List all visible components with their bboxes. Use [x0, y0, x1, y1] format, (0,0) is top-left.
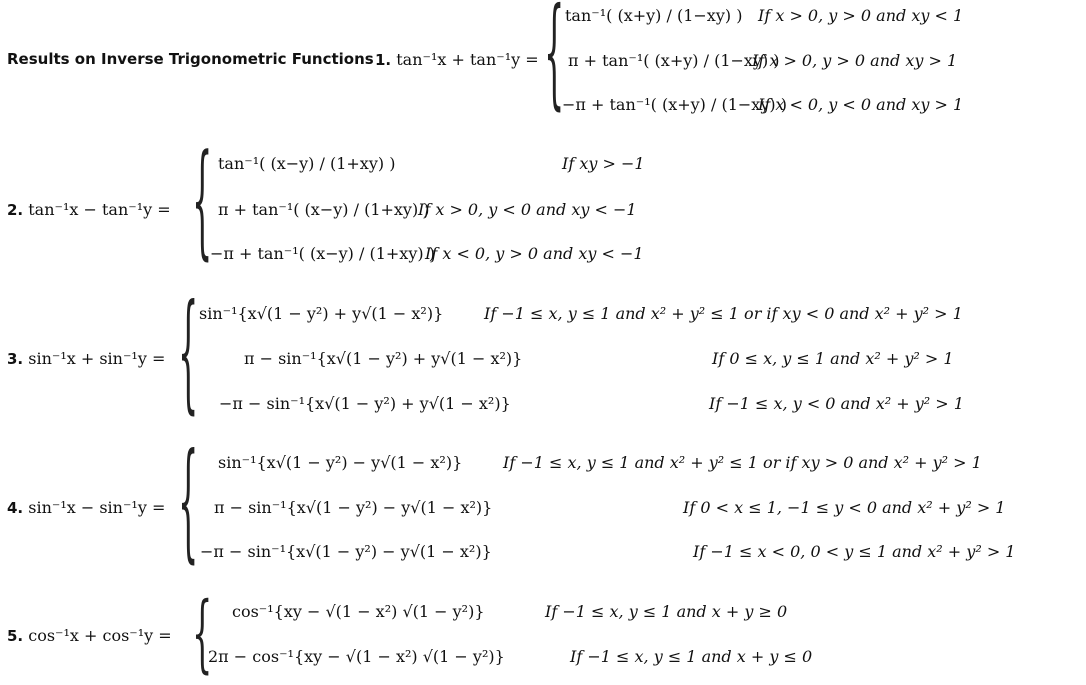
- formula-1-lhs-text: tan⁻¹x + tan⁻¹y =: [396, 50, 539, 69]
- formula-3-brace: {: [178, 280, 199, 428]
- formula-4-case-2-expr: π − sin⁻¹{x√(1 − y²) − y√(1 − x²)}: [214, 498, 493, 517]
- formula-1-case-2-cond: If x > 0, y > 0 and xy > 1: [752, 51, 958, 70]
- formula-3-case-1-expr: sin⁻¹{x√(1 − y²) + y√(1 − x²)}: [199, 304, 444, 323]
- page-title: Results on Inverse Trigonometric Functions: [7, 50, 374, 68]
- formula-3-case-1-cond: If −1 ≤ x, y ≤ 1 and x² + y² ≤ 1 or if xy < 0 and x² + y² > 1: [484, 304, 963, 323]
- formula-5-case-2-expr: 2π − cos⁻¹{xy − √(1 − x²) √(1 − y²)}: [208, 647, 505, 666]
- formula-2-brace: {: [192, 130, 213, 274]
- formula-2-lhs-text: tan⁻¹x − tan⁻¹y =: [28, 200, 171, 219]
- formula-4-number: 4.: [7, 499, 24, 517]
- formula-4-lhs: [7, 498, 165, 517]
- formula-2-case-3-cond: If x < 0, y > 0 and xy < −1: [425, 244, 644, 263]
- formula-5-case-1-cond: If −1 ≤ x, y ≤ 1 and x + y ≥ 0: [545, 602, 788, 621]
- formula-2-number: 2.: [7, 201, 24, 219]
- formula-1-case-2-expr: π + tan⁻¹( (x+y) / (1−xy) ): [568, 51, 780, 70]
- formula-4-case-1-expr: sin⁻¹{x√(1 − y²) − y√(1 − x²)}: [218, 453, 463, 472]
- formula-2-lhs: [7, 200, 171, 219]
- formula-3-case-2-expr: π − sin⁻¹{x√(1 − y²) + y√(1 − x²)}: [244, 349, 523, 368]
- formula-4-case-2-cond: If 0 < x ≤ 1, −1 ≤ y < 0 and x² + y² > 1: [683, 498, 1006, 517]
- formula-4-lhs-text: sin⁻¹x − sin⁻¹y =: [28, 498, 166, 517]
- formula-2-case-1-expr: tan⁻¹( (x−y) / (1+xy) ): [218, 154, 396, 173]
- formula-5-brace: {: [192, 585, 213, 683]
- formula-1-number: 1.: [375, 51, 392, 69]
- formula-5-case-1-expr: cos⁻¹{xy − √(1 − x²) √(1 − y²)}: [232, 602, 485, 621]
- formula-2-case-3-expr: −π + tan⁻¹( (x−y) / (1+xy) ): [210, 244, 435, 263]
- formula-5-number: 5.: [7, 627, 24, 645]
- formula-1-case-3-cond: If x < 0, y < 0 and xy > 1: [758, 95, 964, 114]
- formula-3-case-2-cond: If 0 ≤ x, y ≤ 1 and x² + y² > 1: [712, 349, 954, 368]
- formula-4-case-3-cond: If −1 ≤ x < 0, 0 < y ≤ 1 and x² + y² > 1: [693, 542, 1016, 561]
- formula-4-brace: {: [178, 429, 199, 577]
- formula-4-case-3-expr: −π − sin⁻¹{x√(1 − y²) − y√(1 − x²)}: [200, 542, 492, 561]
- formula-5-lhs-text: cos⁻¹x + cos⁻¹y =: [28, 626, 172, 645]
- formula-3-case-3-expr: −π − sin⁻¹{x√(1 − y²) + y√(1 − x²)}: [219, 394, 511, 413]
- formula-1-case-1-expr: tan⁻¹( (x+y) / (1−xy) ): [565, 6, 743, 25]
- formula-4-case-1-cond: If −1 ≤ x, y ≤ 1 and x² + y² ≤ 1 or if xy > 0 and x² + y² > 1: [503, 453, 982, 472]
- formula-2-case-2-expr: π + tan⁻¹( (x−y) / (1+xy) ): [218, 200, 430, 219]
- formula-3-number: 3.: [7, 350, 24, 368]
- formula-5-lhs: [7, 626, 172, 645]
- formula-1-lhs: [375, 50, 539, 69]
- formula-1-case-1-cond: If x > 0, y > 0 and xy < 1: [758, 6, 964, 25]
- formula-3-lhs: [7, 349, 165, 368]
- formula-5-case-2-cond: If −1 ≤ x, y ≤ 1 and x + y ≤ 0: [570, 647, 813, 666]
- formula-3-case-3-cond: If −1 ≤ x, y < 0 and x² + y² > 1: [709, 394, 964, 413]
- formula-1-brace: {: [544, 0, 565, 123]
- formula-3-lhs-text: sin⁻¹x + sin⁻¹y =: [28, 349, 166, 368]
- formula-2-case-1-cond: If xy > −1: [562, 154, 645, 173]
- formula-1-case-3-expr: −π + tan⁻¹( (x+y) / (1−xy) ): [562, 95, 787, 114]
- formula-2-case-2-cond: If x > 0, y < 0 and xy < −1: [418, 200, 637, 219]
